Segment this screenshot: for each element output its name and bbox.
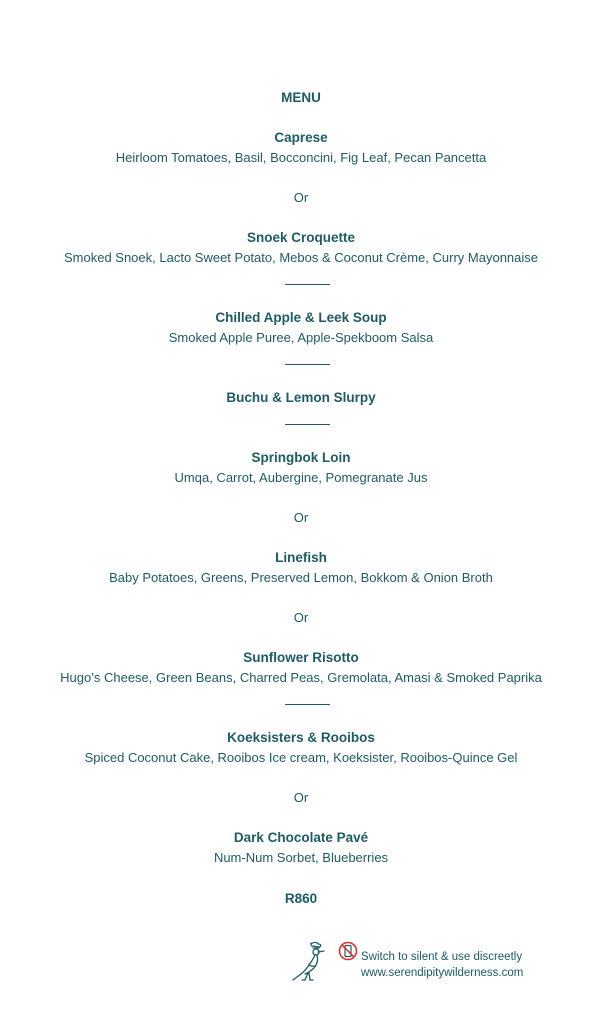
silent-notice: Switch to silent & use discreetly bbox=[361, 951, 523, 963]
dish-pave-name: Dark Chocolate Pavé bbox=[233, 830, 369, 845]
dish-snoek-name: Snoek Croquette bbox=[246, 230, 355, 245]
dish-linefish-name: Linefish bbox=[275, 550, 327, 565]
or-separator: Or bbox=[293, 790, 309, 805]
course-divider bbox=[285, 424, 330, 425]
dish-soup-name: Chilled Apple & Leek Soup bbox=[215, 310, 387, 325]
or-separator: Or bbox=[293, 190, 309, 205]
menu-title: MENU bbox=[281, 90, 321, 105]
dish-pave-desc: Num-Num Sorbet, Blueberries bbox=[213, 850, 389, 865]
dish-risotto-name: Sunflower Risotto bbox=[243, 650, 359, 665]
or-separator: Or bbox=[293, 610, 309, 625]
no-phone-icon bbox=[338, 941, 358, 961]
dish-slurpy-name: Buchu & Lemon Slurpy bbox=[226, 390, 376, 405]
heron-chef-logo-icon bbox=[290, 942, 328, 982]
course-divider bbox=[285, 364, 330, 365]
dish-springbok-name: Springbok Loin bbox=[251, 450, 351, 465]
dish-koeksisters-name: Koeksisters & Rooibos bbox=[227, 730, 375, 745]
dish-caprese-desc: Heirloom Tomatoes, Basil, Bocconcini, Fig Leaf, Pecan Pancetta bbox=[115, 150, 487, 165]
or-separator: Or bbox=[293, 510, 309, 525]
dish-springbok-desc: Umqa, Carrot, Aubergine, Pomegranate Jus bbox=[174, 470, 428, 485]
course-divider bbox=[285, 704, 330, 705]
course-divider bbox=[285, 284, 330, 285]
dish-risotto-desc: Hugo’s Cheese, Green Beans, Charred Peas, Gremolata, Amasi & Smoked Paprika bbox=[60, 670, 542, 685]
dish-caprese-name: Caprese bbox=[274, 130, 328, 145]
dish-koeksisters-desc: Spiced Coconut Cake, Rooibos Ice cream, Koeksister, Rooibos-Quince Gel bbox=[84, 750, 518, 765]
dish-soup-desc: Smoked Apple Puree, Apple-Spekboom Salsa bbox=[168, 330, 434, 345]
website-link[interactable]: www.serendipitywilderness.com bbox=[361, 967, 524, 979]
dish-snoek-desc: Smoked Snoek, Lacto Sweet Potato, Mebos & Coconut Crème, Curry Mayonnaise bbox=[63, 250, 538, 265]
menu-price: R860 bbox=[284, 891, 318, 906]
dish-linefish-desc: Baby Potatoes, Greens, Preserved Lemon, Bokkom & Onion Broth bbox=[109, 570, 493, 585]
